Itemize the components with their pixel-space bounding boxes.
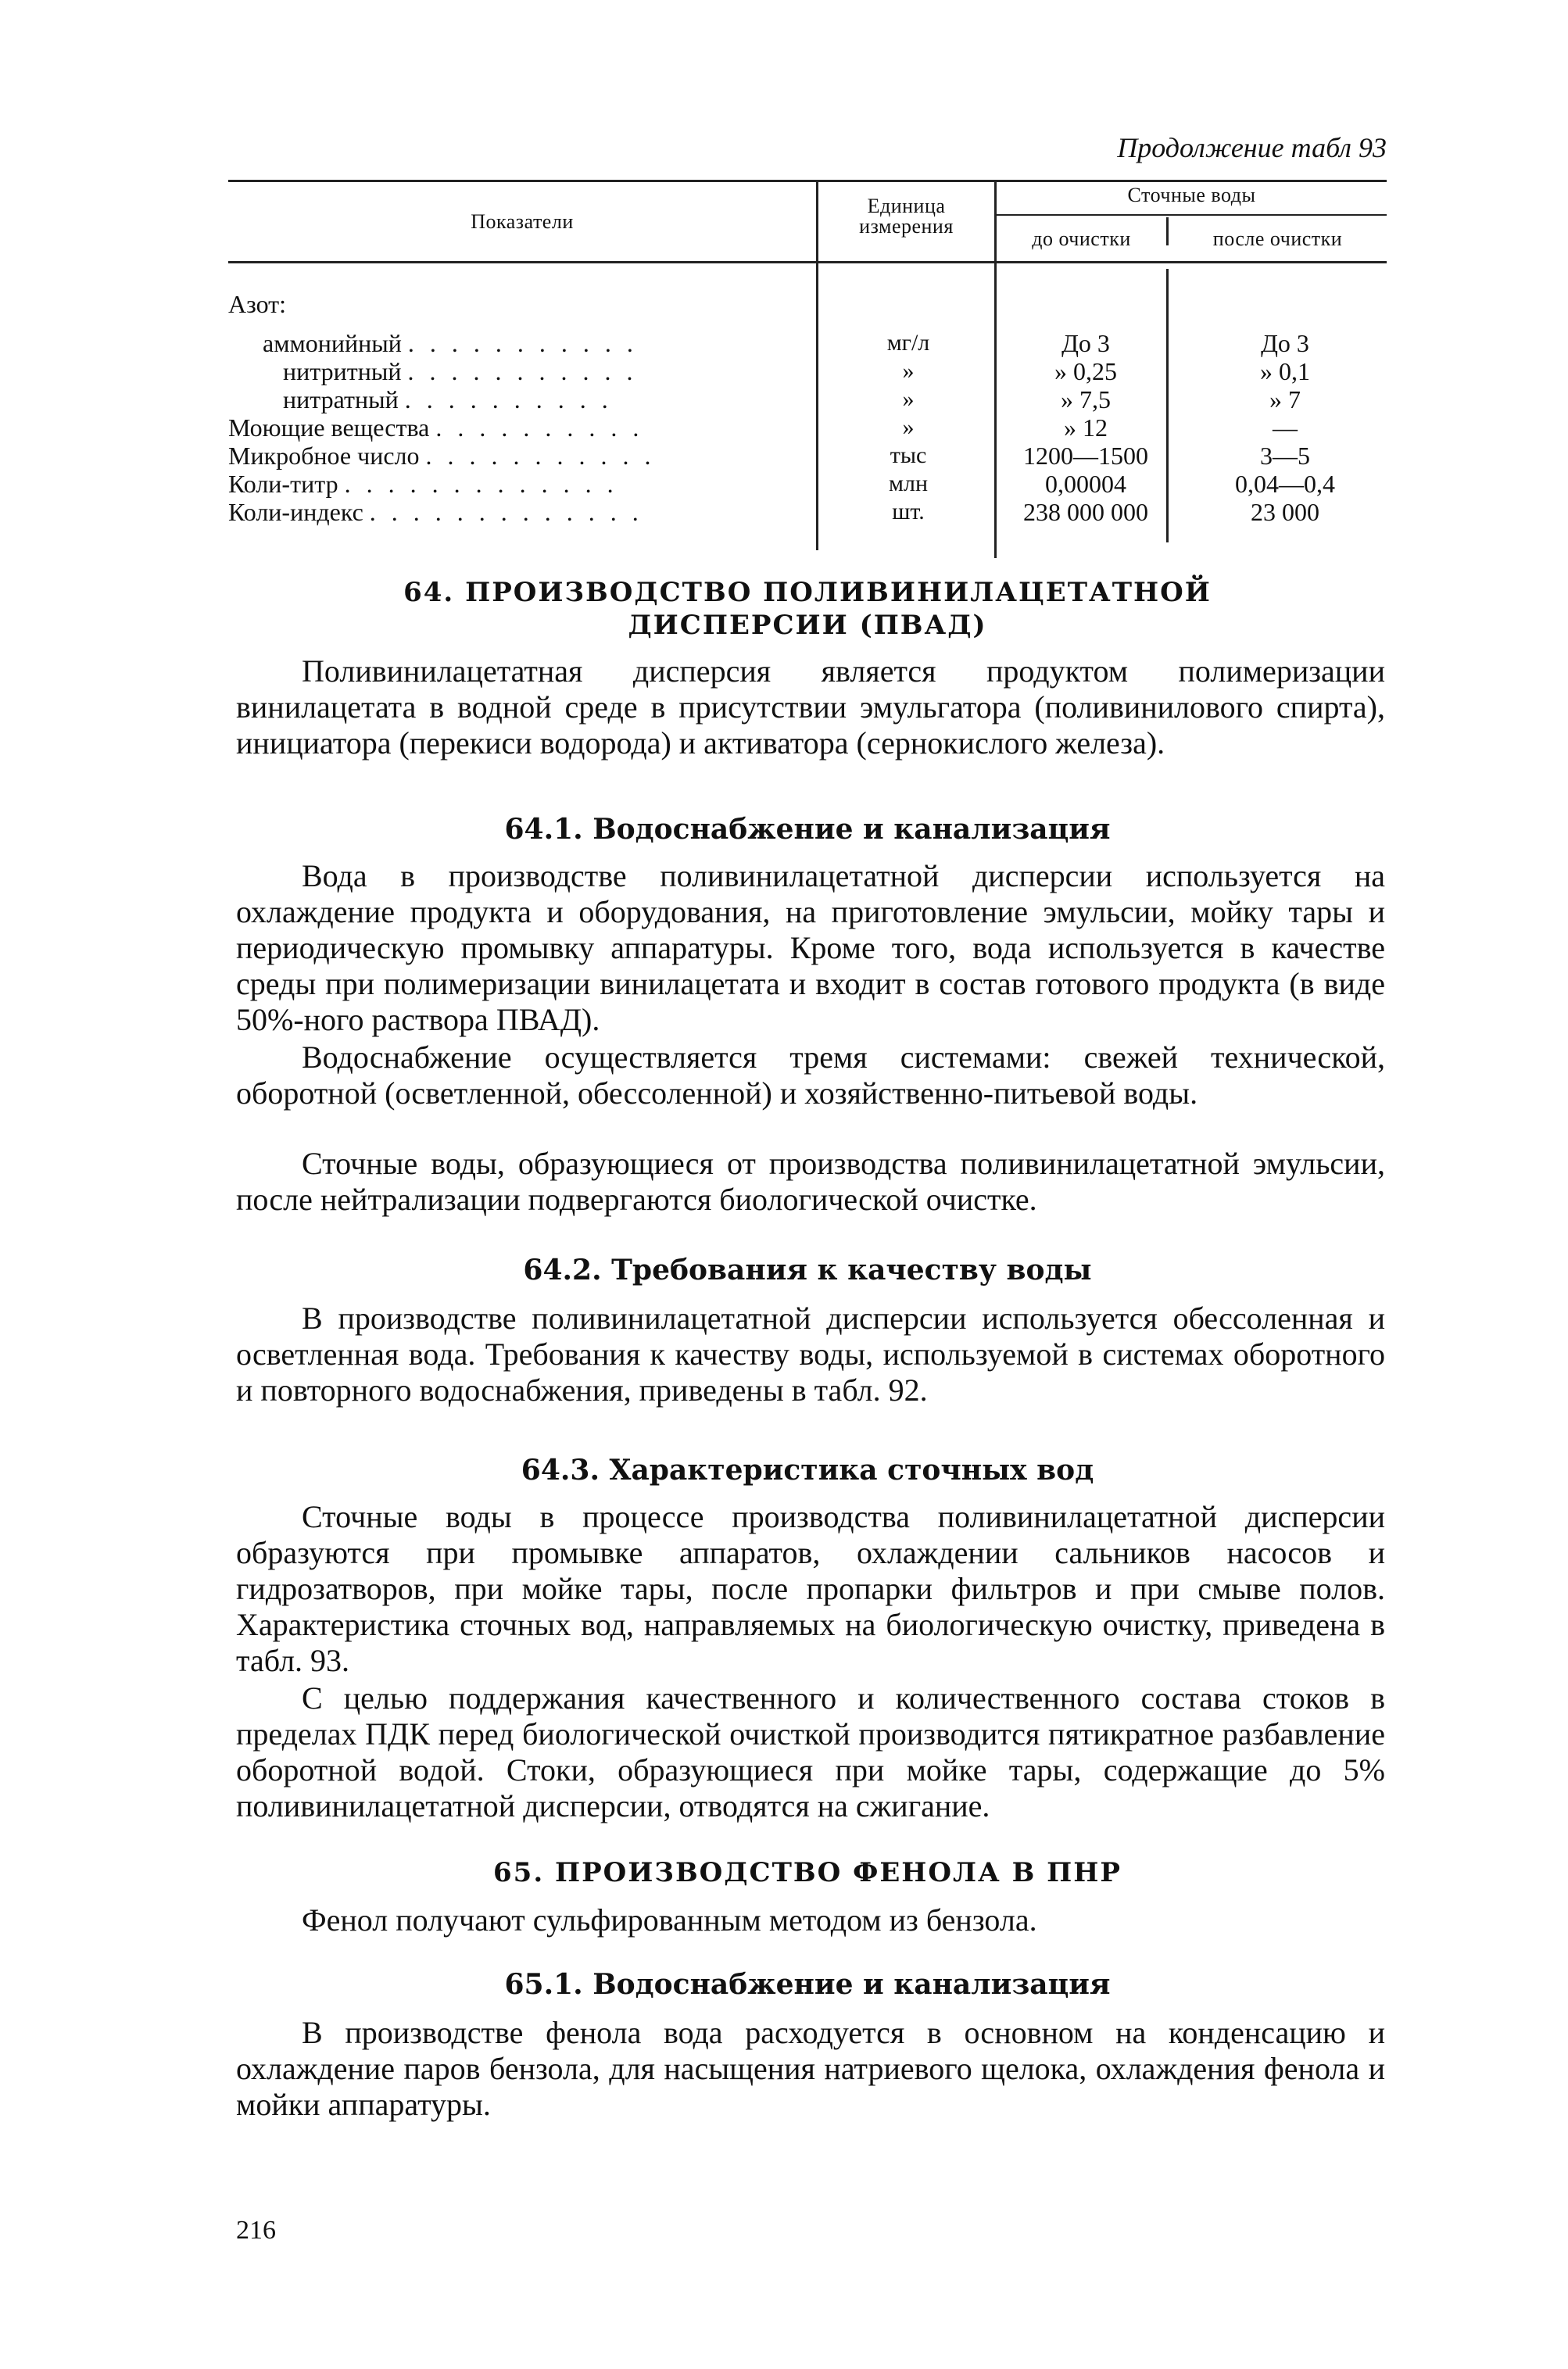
section-64-intro: Поливинилацетатная дисперсия является продуктом полимеризации винилацетата в водной среде в присутствии эмульгатора (поливинилового спирта), инициатора (перекиси водорода) и активатора (сернокислого железа). bbox=[236, 653, 1385, 760]
subsection-64-1-paragraph-1: Вода в производстве поливинилацетатной дисперсии используется на охлаждение продукта и оборудования, на приготовление эмульсии, мойку тары и периодическую промывку аппаратуры. Кроме того, вода используется в качестве среды при полимеризации винилацетата и входит в состав готового продукта (в виде 50%-ного раствора ПВАД). bbox=[236, 858, 1385, 1037]
row-after-value: 3—5 bbox=[1260, 442, 1310, 470]
row-unit: шт. bbox=[892, 499, 925, 524]
header-unit-line1: Единица bbox=[867, 195, 946, 217]
row-label: нитритный . . . . . . . . . . . bbox=[283, 357, 638, 385]
table-row bbox=[228, 469, 1387, 499]
row-after-value: — bbox=[1273, 413, 1298, 442]
subsection-65-1-paragraph-1: В производстве фенола вода расходуется в основном на конденсацию и охлаждение паров бензола, для насыщения натриевого щелока, охлаждения фенола и мойки аппаратуры. bbox=[236, 2015, 1385, 2122]
row-before-value: 0,00004 bbox=[1045, 470, 1126, 498]
row-label: Коли-титр . . . . . . . . . . . . . bbox=[228, 470, 618, 498]
header-indicator: Показатели bbox=[471, 210, 574, 233]
row-unit: мг/л bbox=[886, 330, 930, 356]
page-number: 216 bbox=[236, 2216, 276, 2245]
subsection-64-3-title: 64.3. Характеристика сточных вод bbox=[521, 1454, 1094, 1487]
table-header-bottom-rule bbox=[228, 261, 1387, 263]
subsection-64-2-title: 64.2. Требования к качеству воды bbox=[523, 1254, 1092, 1286]
row-before-value: » 0,25 bbox=[1054, 357, 1117, 385]
table-row bbox=[228, 441, 1387, 471]
table-continuation-caption: Продолжение табл 93 bbox=[1117, 132, 1387, 163]
header-unit-line2: измерения bbox=[859, 215, 954, 238]
subsection-64-1-paragraph-2: Водоснабжение осуществляется тремя системами: свежей технической, оборотной (осветленной, обессоленной) и хозяйственно-питьевой воды. bbox=[236, 1040, 1385, 1111]
table-group-label bbox=[228, 289, 1387, 319]
row-before-value: До 3 bbox=[1061, 329, 1110, 357]
row-before-value: » 12 bbox=[1064, 413, 1108, 442]
row-before-value: » 7,5 bbox=[1061, 385, 1111, 413]
row-after-value: » 0,1 bbox=[1260, 357, 1310, 385]
row-label: Коли-индекс . . . . . . . . . . . . . bbox=[228, 498, 643, 526]
row-label: аммонийный . . . . . . . . . . . bbox=[263, 329, 638, 357]
table-top-rule bbox=[228, 180, 1387, 182]
row-before-value: 1200—1500 bbox=[1023, 442, 1148, 470]
table-row bbox=[228, 413, 1387, 442]
row-unit: млн bbox=[888, 471, 928, 496]
nitrogen-group-label: Азот: bbox=[228, 290, 287, 318]
row-unit: » bbox=[902, 414, 915, 440]
subsection-65-1-title: 65.1. Водоснабжение и канализация bbox=[504, 1968, 1111, 2001]
header-wastewater: Сточные воды bbox=[1127, 184, 1256, 206]
subsection-64-2-paragraph-1: В производстве поливинилацетатной дисперсии используется обессоленная и осветленная вода. Требования к качеству воды, используемой в системах оборотного и повторного водоснабжения, приведены в табл. 92. bbox=[236, 1301, 1385, 1408]
row-after-value: 23 000 bbox=[1251, 498, 1319, 526]
wastewater-table bbox=[228, 174, 1387, 558]
section-64-title-line2: ДИСПЕРСИИ (ПВАД) bbox=[628, 610, 987, 641]
table-row bbox=[228, 385, 1387, 414]
row-after-value: До 3 bbox=[1261, 329, 1309, 357]
table-row bbox=[228, 328, 1387, 358]
subsection-64-3-paragraph-1: Сточные воды в процессе производства поливинилацетатной дисперсии образуются при промывке аппаратов, охлаждении сальников насосов и гидрозатворов, при мойке тары, после пропарки фильтров и при смыве полов. Характеристика сточных вод, направляемых на биологическую очистку, приведена в табл. 93. bbox=[236, 1499, 1385, 1678]
row-label: Микробное число . . . . . . . . . . . bbox=[228, 442, 656, 470]
row-unit: » bbox=[902, 386, 915, 412]
header-before-treatment: до очистки bbox=[1032, 227, 1131, 250]
row-before-value: 238 000 000 bbox=[1023, 498, 1148, 526]
row-label: Моющие вещества . . . . . . . . . . bbox=[228, 413, 644, 442]
table-row bbox=[228, 356, 1387, 386]
row-after-value: 0,04—0,4 bbox=[1235, 470, 1335, 498]
section-65-title: 65. ПРОИЗВОДСТВО ФЕНОЛА В ПНР bbox=[493, 1857, 1122, 1888]
section-64-title-line1: 64. ПРОИЗВОДСТВО ПОЛИВИНИЛАЦЕТАТНОЙ bbox=[403, 577, 1212, 608]
row-label: нитратный . . . . . . . . . . bbox=[283, 385, 613, 413]
row-unit: тыс bbox=[890, 442, 927, 468]
subsection-64-3-paragraph-2: С целью поддержания качественного и количественного состава стоков в пределах ПДК перед биологической очисткой производится пятикратное разбавление оборотной водой. Стоки, образующиеся при мойке тары, содержащие до 5% поливинилацетатной дисперсии, отводятся на сжигание. bbox=[236, 1680, 1385, 1823]
table-subheader-rule bbox=[994, 214, 1387, 216]
row-after-value: » 7 bbox=[1269, 385, 1301, 413]
header-after-treatment: после очистки bbox=[1212, 227, 1343, 250]
subsection-64-1-paragraph-3: Сточные воды, образующиеся от производства поливинилацетатной эмульсии, после нейтрализации подвергаются биологической очистке. bbox=[236, 1146, 1385, 1217]
subsection-64-1-title: 64.1. Водоснабжение и канализация bbox=[504, 813, 1111, 846]
table-row bbox=[228, 497, 1387, 527]
row-unit: » bbox=[902, 358, 915, 384]
section-65-intro: Фенол получают сульфированным методом из бензола. bbox=[302, 1902, 1037, 1938]
